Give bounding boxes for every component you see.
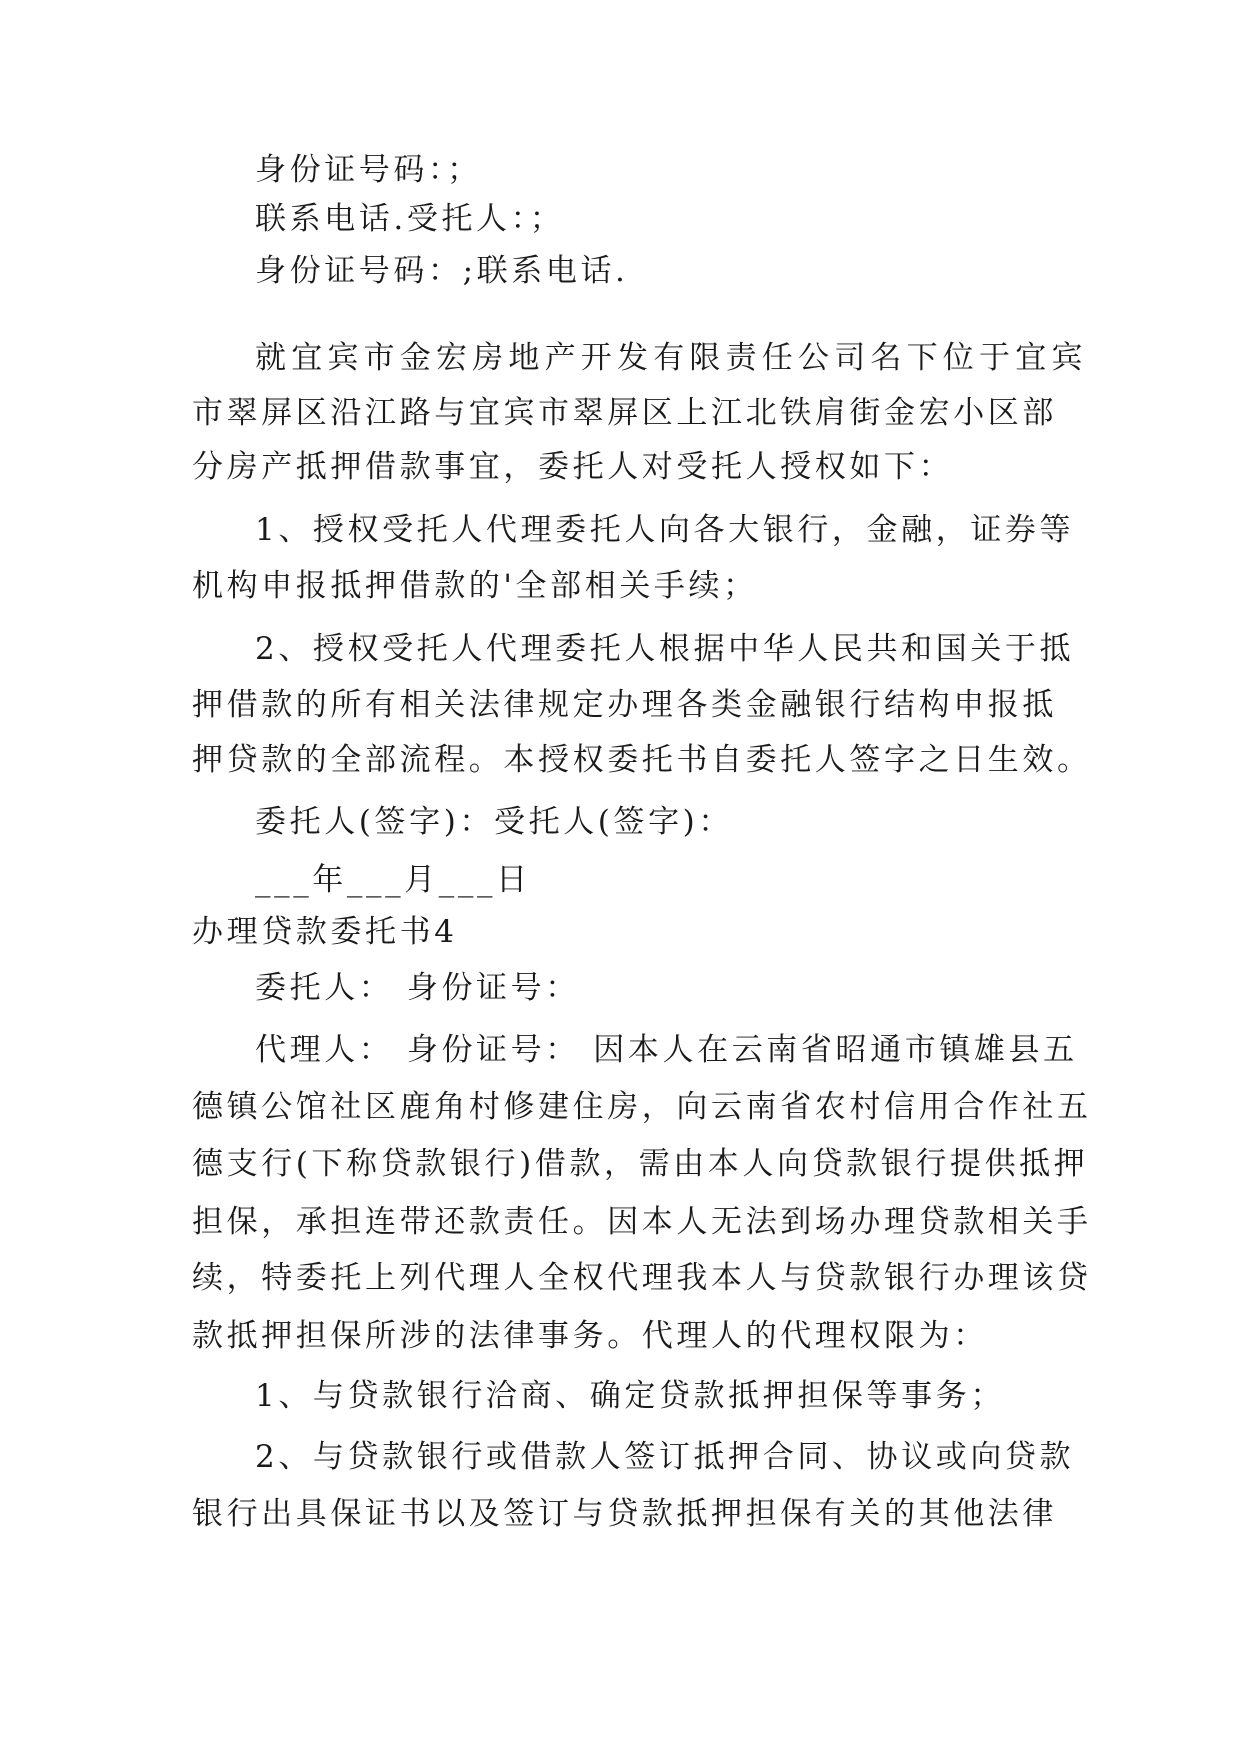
text-line: 代理人： 身份证号： 因本人在云南省昭通市镇雄县五 bbox=[255, 1032, 1078, 1068]
text-line: 市翠屏区沿江路与宜宾市翠屏区上江北铁肩街金宏小区部 bbox=[192, 395, 1057, 431]
text-line: 分房产抵押借款事宜，委托人对受托人授权如下： bbox=[192, 449, 954, 485]
text-line: 1、授权受托人代理委托人向各大银行，金融，证券等 bbox=[255, 512, 1075, 548]
text-line: 德镇公馆社区鹿角村修建住房，向云南省农村信用合作社五 bbox=[192, 1089, 1092, 1125]
text-line: 2、授权受托人代理委托人根据中华人民共和国关于抵 bbox=[255, 631, 1075, 667]
text-line: 押贷款的全部流程。本授权委托书自委托人签字之日生效。 bbox=[192, 742, 1092, 778]
section-heading: 办理贷款委托书4 bbox=[192, 914, 458, 950]
text-line: 德支行(下称贷款银行)借款，需由本人向贷款银行提供抵押 bbox=[192, 1146, 1089, 1182]
text-line: 款抵押担保所涉的法律事务。代理人的代理权限为： bbox=[192, 1318, 988, 1354]
text-line: 2、与贷款银行或借款人签订抵押合同、协议或向贷款 bbox=[255, 1439, 1075, 1475]
text-line: 身份证号码：； bbox=[255, 152, 482, 188]
text-line: 联系电话.受托人：； bbox=[255, 201, 565, 237]
text-line: 身份证号码：;联系电话. bbox=[255, 253, 629, 289]
text-line: 就宜宾市金宏房地产开发有限责任公司名下位于宜宾 bbox=[255, 340, 1088, 376]
text-line: 1、与贷款银行洽商、确定贷款抵押担保等事务； bbox=[255, 1378, 1005, 1414]
text-line: 续，特委托上列代理人全权代理我本人与贷款银行办理该贷 bbox=[192, 1260, 1092, 1296]
text-line: 押借款的所有相关法律规定办理各类金融银行结构申报抵 bbox=[192, 687, 1057, 723]
text-line: ___年___月___日 bbox=[255, 862, 531, 898]
text-line: 机构申报抵押借款的'全部相关手续； bbox=[192, 568, 758, 604]
text-line: 委托人： 身份证号： bbox=[255, 970, 580, 1006]
text-line: 担保，承担连带还款责任。因本人无法到场办理贷款相关手 bbox=[192, 1204, 1092, 1240]
text-line: 银行出具保证书以及签订与贷款抵押担保有关的其他法律 bbox=[192, 1496, 1057, 1532]
text-line: 委托人(签字)：受托人(签字)： bbox=[255, 804, 733, 840]
